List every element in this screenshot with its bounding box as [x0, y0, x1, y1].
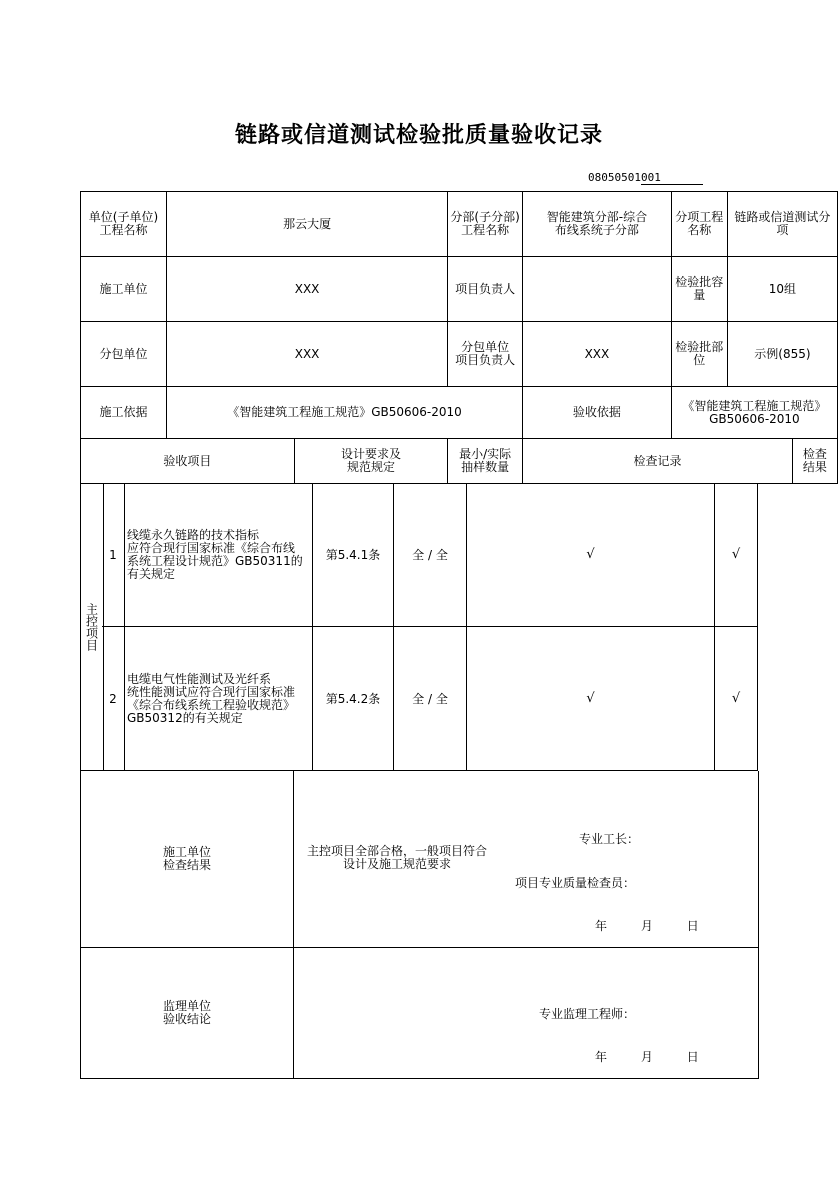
year-label: 年: [595, 1050, 608, 1064]
item-design-cell: [313, 483, 394, 627]
location-label: 检验批部位: [671, 322, 727, 387]
construction-date: [595, 917, 699, 934]
supervision-label-cell: [81, 947, 294, 1078]
col-result: 检查 结果: [792, 439, 837, 484]
capacity-label: 检验批容量: [671, 257, 727, 322]
item-result-cell: [715, 627, 758, 771]
item-sample-cell: [394, 627, 467, 771]
capacity-value: 10组: [727, 257, 837, 322]
item-text: 电缆电气性能测试及光纤系 统性能测试应符合现行国家标准 《综合布线系统工程验收规范》 GB50312的有关规定: [127, 671, 296, 725]
day-label: 日: [686, 1050, 699, 1064]
inspection-record-table: [80, 191, 838, 484]
sub-pm-label: 分包单位 项目负责人: [448, 322, 523, 387]
pm-label: 项目负责人: [448, 257, 523, 322]
supervision-date: [595, 1048, 699, 1065]
item-no-cell: [102, 483, 125, 627]
item-design-cell: [313, 627, 394, 771]
foreman-label: 专业工长：: [579, 832, 640, 846]
unit-value: 那云大厦: [166, 192, 447, 257]
acceptance-basis-label: 验收依据: [523, 387, 672, 439]
col-sample: 最小/实际 抽样数量: [448, 439, 523, 484]
pm-value: [523, 257, 672, 322]
item-no: 1: [109, 547, 117, 562]
division-value: 智能建筑分部-综合 布线系统子分部: [523, 192, 672, 257]
main-control-block: [80, 483, 758, 771]
item-result-cell: [715, 483, 758, 627]
basis-label: 施工依据: [81, 387, 167, 439]
item-sample: 全 / 全: [412, 692, 448, 706]
column-header-row: [81, 439, 838, 484]
col-design: 设计要求及 规范规定: [294, 439, 447, 484]
col-record: 检查记录: [523, 439, 793, 484]
item-record-cell: [467, 627, 715, 771]
item-row-1: [102, 483, 758, 627]
contractor-label: 施工单位: [81, 257, 167, 322]
construction-check-block: [80, 771, 759, 948]
month-label: 月: [640, 919, 653, 933]
page-title: 链路或信道测试检验批质量验收记录: [234, 122, 603, 148]
item-result: √: [731, 691, 741, 706]
supervision-block: [80, 947, 759, 1079]
main-control-label-cell: [80, 483, 104, 771]
contractor-value: XXX: [166, 257, 447, 322]
day-label: 日: [686, 919, 699, 933]
item-record: √: [586, 691, 595, 706]
construction-check-label: 施工单位 检查结果: [162, 845, 211, 872]
item-text-cell: [125, 483, 313, 627]
unit-row: [81, 192, 838, 257]
supervision-label: 监理单位 验收结论: [162, 998, 211, 1026]
item-sample: 全 / 全: [412, 548, 448, 562]
sub-pm-value: XXX: [523, 322, 672, 387]
acceptance-basis-value: 《智能建筑工程施工规范》 GB50606-2010: [671, 387, 837, 439]
location-value: 示例(855): [727, 322, 837, 387]
unit-label: 单位(子单位) 工程名称: [81, 192, 167, 257]
division-label: 分部(子分部) 工程名称: [448, 192, 523, 257]
doc-number-suffix: 001: [641, 171, 703, 185]
contractor-row: [81, 257, 838, 322]
item-row-2: [102, 627, 758, 771]
subcontractor-value: XXX: [166, 322, 447, 387]
document-number: [588, 171, 703, 185]
main-control-label: 主控项目: [84, 602, 99, 651]
month-label: 月: [640, 1050, 653, 1064]
item-no: 2: [109, 691, 117, 706]
construction-check-label-cell: [81, 771, 294, 947]
doc-number-prefix: 08050501: [588, 171, 641, 184]
item-text-cell: [125, 627, 313, 771]
subcontractor-label: 分包单位: [81, 322, 167, 387]
basis-value: 《智能建筑工程施工规范》GB50606-2010: [166, 387, 522, 439]
year-label: 年: [595, 919, 608, 933]
item-design: 第5.4.2条: [325, 692, 381, 706]
col-item: 验收项目: [81, 439, 295, 484]
subcontractor-row: [81, 322, 838, 387]
item-sample-cell: [394, 483, 467, 627]
item-record: √: [586, 547, 595, 562]
item-no-cell: [102, 627, 125, 771]
quality-inspector-label: 项目专业质量检查员：: [515, 876, 636, 890]
supervising-engineer-label: 专业监理工程师：: [539, 1007, 636, 1021]
item-result: √: [731, 547, 741, 562]
item-text: 线缆永久链路的技术指标 应符合现行国家标准《综合布线 系统工程设计规范》GB50311的 有关规定: [127, 527, 303, 581]
basis-row: [81, 387, 838, 439]
subitem-value: 链路或信道测试分 项: [727, 192, 837, 257]
construction-conclusion: 主控项目全部合格，一般项目符合 设计及施工规范要求: [306, 844, 487, 871]
item-record-cell: [467, 483, 715, 627]
subitem-label: 分项工程名称: [671, 192, 727, 257]
item-design: 第5.4.1条: [325, 548, 381, 562]
